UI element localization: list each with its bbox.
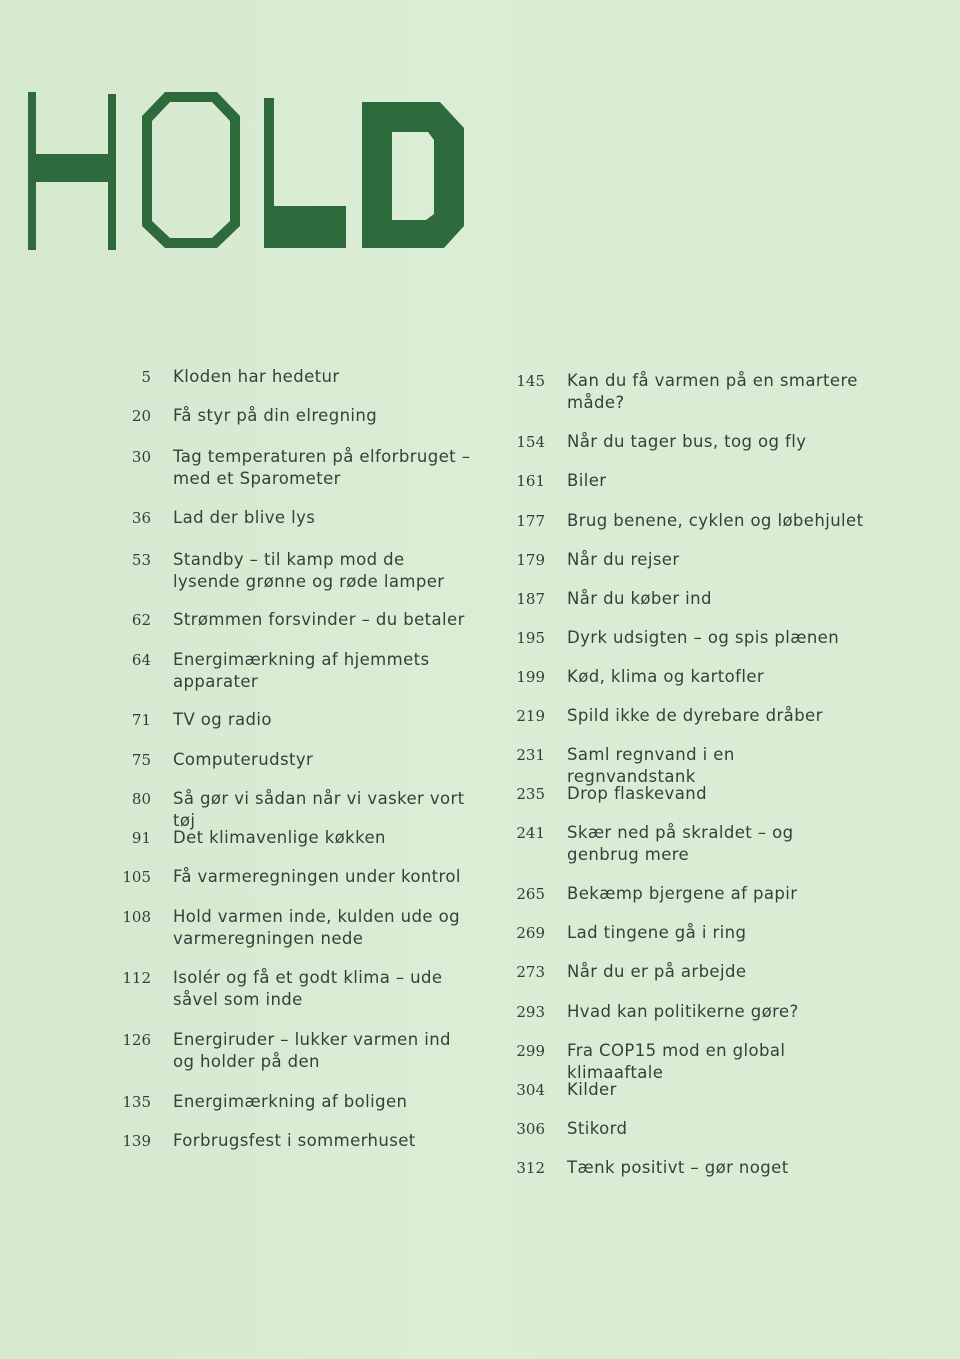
toc-chapter-title: Energimærkning af boligen — [173, 1092, 408, 1111]
toc-entry — [497, 370, 867, 414]
toc-entry — [497, 666, 867, 688]
toc-entry — [103, 507, 473, 529]
toc-page-number: 306 — [516, 1120, 545, 1138]
toc-page-number: 187 — [516, 590, 545, 608]
toc-page-number: 53 — [131, 551, 151, 569]
toc-chapter-title: Strømmen forsvinder – du betaler — [173, 610, 465, 629]
toc-page-number: 179 — [516, 551, 545, 569]
toc-entry — [103, 967, 473, 1011]
toc-entry — [497, 431, 867, 453]
toc-chapter-title: Hvad kan politikerne gøre? — [567, 1002, 799, 1021]
toc-chapter-title: Saml regnvand i en regnvandstank — [567, 745, 735, 786]
toc-page-number: 80 — [131, 790, 151, 808]
toc-page-number: 108 — [122, 908, 151, 926]
toc-page-number: 5 — [141, 368, 151, 386]
toc-page-number: 64 — [131, 651, 151, 669]
toc-entry — [497, 883, 867, 905]
toc-entry — [103, 1091, 473, 1113]
toc-page-number: 293 — [516, 1003, 545, 1021]
toc-page-number: 161 — [516, 472, 545, 490]
toc-page-number: 36 — [131, 509, 151, 527]
toc-page-number: 269 — [516, 924, 545, 942]
toc-chapter-title: Lad der blive lys — [173, 508, 316, 527]
toc-chapter-title: Når du rejser — [567, 550, 680, 569]
toc-page-number: 30 — [131, 448, 151, 466]
toc-page-number: 112 — [122, 969, 151, 987]
toc-chapter-title: Kød, klima og kartofler — [567, 667, 765, 686]
toc-page-number: 235 — [516, 785, 545, 803]
hold-heading-logo — [20, 88, 470, 258]
toc-entry — [497, 922, 867, 944]
toc-entry — [103, 866, 473, 888]
toc-entry — [103, 446, 473, 490]
toc-page-number: 20 — [131, 407, 151, 425]
toc-entry — [103, 649, 473, 693]
toc-chapter-title: Få styr på din elregning — [173, 406, 378, 425]
toc-chapter-title: Fra COP15 mod en global klimaaftale — [567, 1041, 786, 1082]
toc-entry — [103, 1130, 473, 1152]
toc-entry — [497, 1040, 867, 1084]
toc-chapter-title: Det klimavenlige køkken — [173, 828, 386, 847]
toc-entry — [103, 749, 473, 771]
toc-page-number: 105 — [122, 868, 151, 886]
toc-chapter-title: Drop flaskevand — [567, 784, 707, 803]
toc-chapter-title: Spild ikke de dyrebare dråber — [567, 706, 823, 725]
toc-entry — [497, 1001, 867, 1023]
toc-chapter-title: Når du er på arbejde — [567, 962, 747, 981]
toc-chapter-title: Bekæmp bjergene af papir — [567, 884, 798, 903]
toc-chapter-title: Kan du få varmen på en smartere måde? — [567, 371, 858, 412]
toc-chapter-title: Biler — [567, 471, 607, 490]
toc-page-number: 75 — [131, 751, 151, 769]
toc-page-number: 62 — [131, 611, 151, 629]
toc-entry — [103, 788, 473, 832]
toc-chapter-title: Lad tingene gå i ring — [567, 923, 747, 942]
toc-entry — [497, 783, 867, 805]
toc-page-number: 145 — [516, 372, 545, 390]
toc-page-number: 139 — [122, 1132, 151, 1150]
toc-page-number: 126 — [122, 1031, 151, 1049]
toc-entry — [497, 627, 867, 649]
toc-chapter-title: Forbrugsfest i sommerhuset — [173, 1131, 416, 1150]
toc-page-number: 219 — [516, 707, 545, 725]
toc-page-number: 135 — [122, 1093, 151, 1111]
toc-page-number: 312 — [516, 1159, 545, 1177]
toc-page-number: 299 — [516, 1042, 545, 1060]
toc-chapter-title: Energiruder – lukker varmen ind og holder på den — [173, 1030, 451, 1071]
toc-entry — [103, 405, 473, 427]
toc-chapter-title: Tænk positivt – gør noget — [567, 1158, 789, 1177]
toc-page-number: 195 — [516, 629, 545, 647]
toc-chapter-title: Når du køber ind — [567, 589, 712, 608]
toc-chapter-title: Få varmeregningen under kontrol — [173, 867, 461, 886]
toc-chapter-title: Energimærkning af hjemmets apparater — [173, 650, 430, 691]
toc-entry — [103, 906, 473, 950]
toc-chapter-title: Standby – til kamp mod de lysende grønne og røde lamper — [173, 550, 445, 591]
toc-page-number: 273 — [516, 963, 545, 981]
toc-entry — [103, 549, 473, 593]
toc-chapter-title: Når du tager bus, tog og fly — [567, 432, 807, 451]
toc-entry — [103, 709, 473, 731]
toc-entry — [103, 366, 473, 388]
toc-page-number: 177 — [516, 512, 545, 530]
toc-entry — [103, 1029, 473, 1073]
toc-chapter-title: Kloden har hedetur — [173, 367, 340, 386]
toc-chapter-title: Skær ned på skraldet – og genbrug mere — [567, 823, 794, 864]
toc-chapter-title: Brug benene, cyklen og løbehjulet — [567, 511, 864, 530]
toc-page-number: 265 — [516, 885, 545, 903]
toc-chapter-title: TV og radio — [173, 710, 272, 729]
toc-page-number: 241 — [516, 824, 545, 842]
toc-entry — [497, 1157, 867, 1179]
toc-entry — [497, 549, 867, 571]
toc-entry — [497, 1118, 867, 1140]
toc-page-number: 154 — [516, 433, 545, 451]
toc-entry — [497, 744, 867, 788]
toc-entry — [497, 1079, 867, 1101]
toc-chapter-title: Hold varmen inde, kulden ude og varmeregningen nede — [173, 907, 460, 948]
toc-page-number: 199 — [516, 668, 545, 686]
toc-chapter-title: Dyrk udsigten – og spis plænen — [567, 628, 840, 647]
toc-chapter-title: Stikord — [567, 1119, 628, 1138]
toc-entry — [103, 609, 473, 631]
toc-entry — [497, 822, 867, 866]
toc-entry — [497, 705, 867, 727]
toc-chapter-title: Kilder — [567, 1080, 617, 1099]
toc-page-number: 231 — [516, 746, 545, 764]
toc-page-number: 91 — [131, 829, 151, 847]
toc-entry — [497, 588, 867, 610]
toc-entry — [497, 470, 867, 492]
toc-chapter-title: Så gør vi sådan når vi vasker vort tøj — [173, 789, 465, 830]
toc-entry — [497, 961, 867, 983]
toc-page-number: 304 — [516, 1081, 545, 1099]
toc-chapter-title: Isolér og få et godt klima – ude såvel som inde — [173, 968, 443, 1009]
toc-entry — [497, 510, 867, 532]
toc-chapter-title: Computerudstyr — [173, 750, 314, 769]
toc-page-number: 71 — [131, 711, 151, 729]
toc-chapter-title: Tag temperaturen på elforbruget – med et Sparometer — [173, 447, 471, 488]
toc-entry — [103, 827, 473, 849]
